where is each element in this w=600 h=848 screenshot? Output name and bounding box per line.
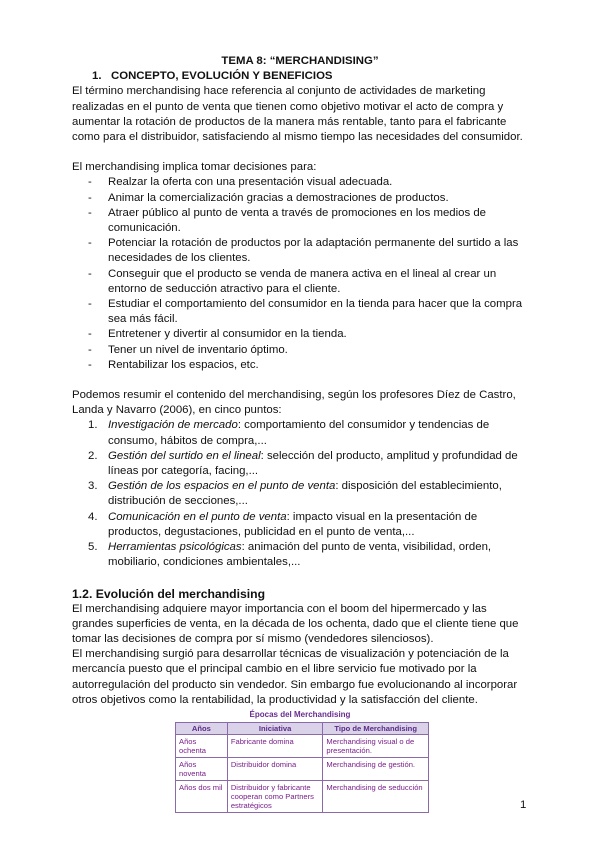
table-cell: Merchandising de gestión. — [323, 757, 429, 780]
list-item: - Atraer público al punto de venta a través de promociones en los medios de comunicación. — [88, 206, 528, 236]
epochs-table — [175, 722, 429, 813]
summary-lead: Podemos resumir el contenido del merchandising, según los profesores Díez de Castro, Landa y Navarro (2006), en cinco puntos: — [72, 389, 516, 417]
section-number: 1. — [92, 70, 102, 83]
list-item: - Animar la comercialización gracias a demostraciones de productos. — [88, 191, 528, 206]
table-row — [176, 757, 429, 780]
section-heading-text: CONCEPTO, EVOLUCIÓN Y BENEFICIOS — [111, 70, 333, 83]
subsection-heading: 1.2. Evolución del merchandising — [72, 586, 266, 601]
evolution-paragraph-1: El merchandising adquiere mayor importancia con el boom del hipermercado y las grandes superficies de venta, en la década de los ochenta, dado que el cliente tiene que tomar las decisiones de compra por sí mismo (vendedores silenciosos). — [72, 602, 519, 645]
table-cell: Fabricante domina — [227, 734, 323, 757]
list-item: 4. Comunicación en el punto de venta: impacto visual en la presentación de productos, degustaciones, publicidad en el punto de venta,... — [88, 510, 478, 538]
table-header: Años — [176, 722, 228, 734]
list-item: - Rentabilizar los espacios, etc. — [88, 358, 528, 373]
page-title: TEMA 8: “MERCHANDISING” — [221, 55, 379, 67]
table-header-row — [176, 722, 429, 734]
table-cell: Distribuidor domina — [227, 757, 323, 780]
section-heading-1 — [92, 69, 528, 84]
list-item: - Potenciar la rotación de productos por la adaptación permanente del surtido a las necesidades de los clientes. — [88, 236, 528, 266]
table-cell: Merchandising de seducción — [323, 780, 429, 812]
points-list — [72, 418, 528, 570]
list-item: 5. Herramientas psicológicas: animación del punto de venta, visibilidad, orden, mobiliario, condiciones ambientales,... — [88, 541, 492, 569]
table-cell: Distribuidor y fabricante cooperan como Partners estratégicos — [227, 780, 323, 812]
decisions-list — [72, 175, 528, 373]
table-header: Tipo de Merchandising — [323, 722, 429, 734]
table-cell: Años dos mil — [176, 780, 228, 812]
list-item: - Conseguir que el producto se venda de manera activa en el lineal al crear un entorno de seducción atractivo para el cliente. — [88, 267, 528, 297]
table-row — [176, 734, 429, 757]
list-item: - Estudiar el comportamiento del consumidor en la tienda para hacer que la compra sea más fácil. — [88, 297, 528, 327]
list-item: 3. Gestión de los espacios en el punto de venta: disposición del establecimiento, distribución de secciones,... — [88, 480, 502, 508]
table-cell: Años noventa — [176, 757, 228, 780]
evolution-paragraph-2: El merchandising surgió para desarrollar técnicas de visualización y potenciación de la mercancía puesto que el principal cambio en el libre servicio fue motivado por la autorregulación del producto sin vendedor. Sin embargo fue evolucionando al incorporar otros objetivos como la rentabilidad, la productividad y la satisfacción del cliente. — [72, 648, 518, 706]
intro-paragraph: El término merchandising hace referencia al conjunto de actividades de marketing realizadas en el punto de venta que tienen como objetivo motivar el acto de compra y aumentar la rotación de productos de la manera más rentable, tanto para el fabricante como para el distribuidor, satisfaciendo al mismo tiempo las necesidades del consumidor. — [72, 85, 523, 144]
table-row — [176, 780, 429, 812]
table-cell: Merchandising visual o de presentación. — [323, 734, 429, 757]
list-item: 1. Investigación de mercado: comportamiento del consumidor y tendencias de consumo, hábitos de compra,... — [88, 419, 490, 447]
table-title: Épocas del Merchandising — [249, 709, 351, 719]
page-number: 1 — [520, 799, 527, 811]
list-item: 2. Gestión del surtido en el lineal: selección del producto, amplitud y profundidad de líneas por categoría, facing,... — [88, 449, 518, 478]
table-header: Iniciativa — [227, 722, 323, 734]
document-page — [72, 54, 528, 813]
table-cell: Años ochenta — [176, 734, 228, 757]
list-item: - Entretener y divertir al consumidor en la tienda. — [88, 327, 528, 342]
list-item: - Tener un nivel de inventario óptimo. — [88, 343, 528, 358]
list-item: - Realzar la oferta con una presentación visual adecuada. — [88, 175, 528, 190]
decisions-lead: El merchandising implica tomar decisiones para: — [72, 161, 317, 174]
